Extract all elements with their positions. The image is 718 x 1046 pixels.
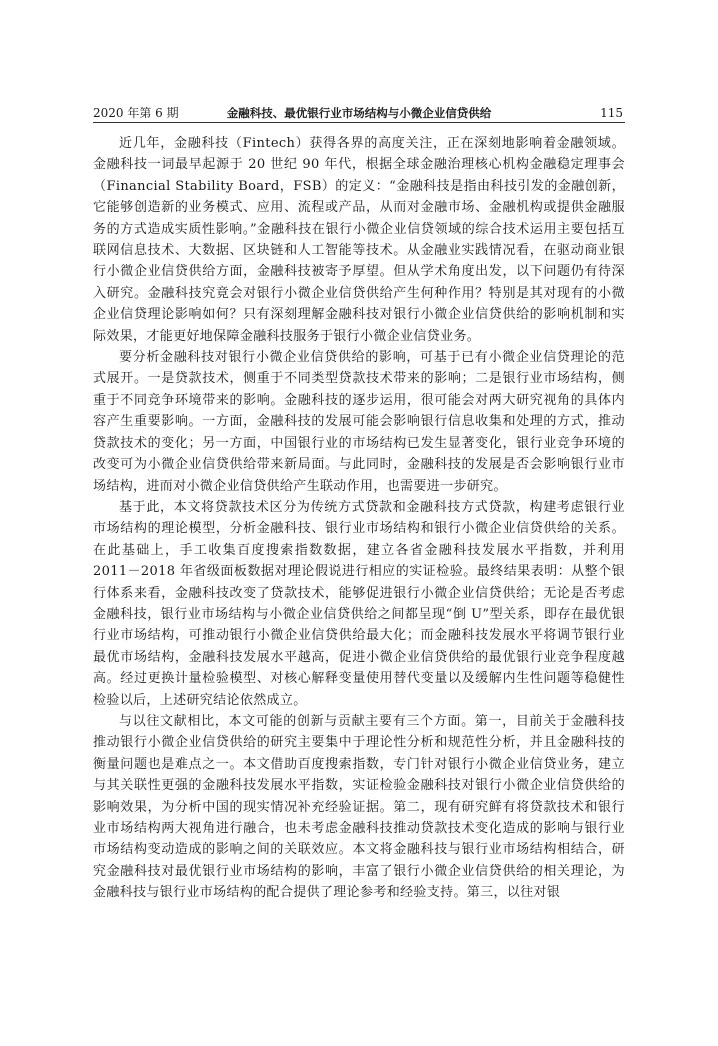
paragraph: 近几年，金融科技（Fintech）获得各界的高度关注，正在深刻地影响着金融领域。金融科技一词最早起源于 20 世纪 90 年代，根据全球金融治理核心机构金融稳定理事会（Financial Stability Board，FSB）的定义：“金融科技是指由科技引发的金融创新，它能够创造新的业务模式、应用、流程或产品，从而对金融市场、金融机构或提供金融服务的方式造成实质性影响。”金融科技在银行小微企业信贷领域的综合技术运用主要包括互联网信息技术、大数据、区块链和人工智能等技术。从金融业实践情况看，在驱动商业银行小微企业信贷供给方面，金融科技被寄予厚望。但从学术角度出发，以下问题仍有待深入研究。金融科技究竟会对银行小微企业信贷供给产生何种作用？特别是其对现有的小微企业信贷理论影响如何？只有深刻理解金融科技对银行小微企业信贷供给的影响机制和实际效果，才能更好地保障金融科技服务于银行小微企业信贷业务。 [93, 136, 625, 344]
article-title: 金融科技、最优银行业市场结构与小微企业信贷供给 [226, 106, 492, 120]
paragraph: 与以往文献相比，本文可能的创新与贡献主要有三个方面。第一，目前关于金融科技推动银行小微企业信贷供给的研究主要集中于理论性分析和规范性分析，并且金融科技的衡量问题也是难点之一。本文借助百度搜索指数，专门针对银行小微企业信贷业务，建立与其关联性更强的金融科技发展水平指数，实证检验金融科技对银行小微企业信贷供给的影响效果，为分析中国的现实情况补充经验证据。第二，现有研究鲜有将贷款技术和银行业市场结构两大视角进行融合，也未考虑金融科技推动贷款技术变化造成的影响与银行业市场结构变动造成的影响之间的关联效应。本文将金融科技与银行业市场结构相结合，研究金融科技对最优银行业市场结构的影响，丰富了银行小微企业信贷供给的相关理论，为金融科技与银行业市场结构的配合提供了理论参考和经验支持。第三，以往对银 [93, 713, 625, 901]
paragraph: 基于此，本文将贷款技术区分为传统方式贷款和金融科技方式贷款，构建考虑银行业市场结构的理论模型，分析金融科技、银行业市场结构和银行小微企业信贷供给的关系。在此基础上，手工收集百度搜索指数数据，建立各省金融科技发展水平指数，并利用 2011－2018 年省级面板数据对理论假说进行相应的实证检验。最终结果表明：从整个银行体系来看，金融科技改变了贷款技术，能够促进银行小微企业信贷供给；无论是否考虑金融科技，银行业市场结构与小微企业信贷供给之间都呈现“倒 U”型关系，即存在最优银行业市场结构，可推动银行小微企业信贷供给最大化；而金融科技发展水平将调节银行业最优市场结构，金融科技发展水平越高，促进小微企业信贷供给的最优银行业竞争程度越高。经过更换计量检验模型、对核心解释变量使用替代变量以及缓解内生性问题等稳健性检验以后，上述研究结论依然成立。 [93, 499, 625, 708]
journal-page [93, 104, 625, 904]
page-number: 115 [600, 106, 623, 120]
issue-label: 2020 年第 6 期 [93, 106, 179, 120]
paragraph: 要分析金融科技对银行小微企业信贷供给的影响，可基于已有小微企业信贷理论的范式展开。一是贷款技术，侧重于不同类型贷款技术带来的影响；二是银行业市场结构，侧重于不同竞争环境带来的影响。金融科技的逐步运用，很可能会对两大研究视角的具体内容产生重要影响。一方面，金融科技的发展可能会影响银行信息收集和处理的方式，推动贷款技术的变化；另一方面，中国银行业的市场结构已发生显著变化，银行业竞争环境的改变可为小微企业信贷供给带来新局面。与此同时，金融科技的发展是否会影响银行业市场结构，进而对小微企业信贷供给产生联动作用，也需要进一步研究。 [93, 350, 625, 494]
article-body [93, 133, 625, 904]
running-header [93, 104, 625, 123]
